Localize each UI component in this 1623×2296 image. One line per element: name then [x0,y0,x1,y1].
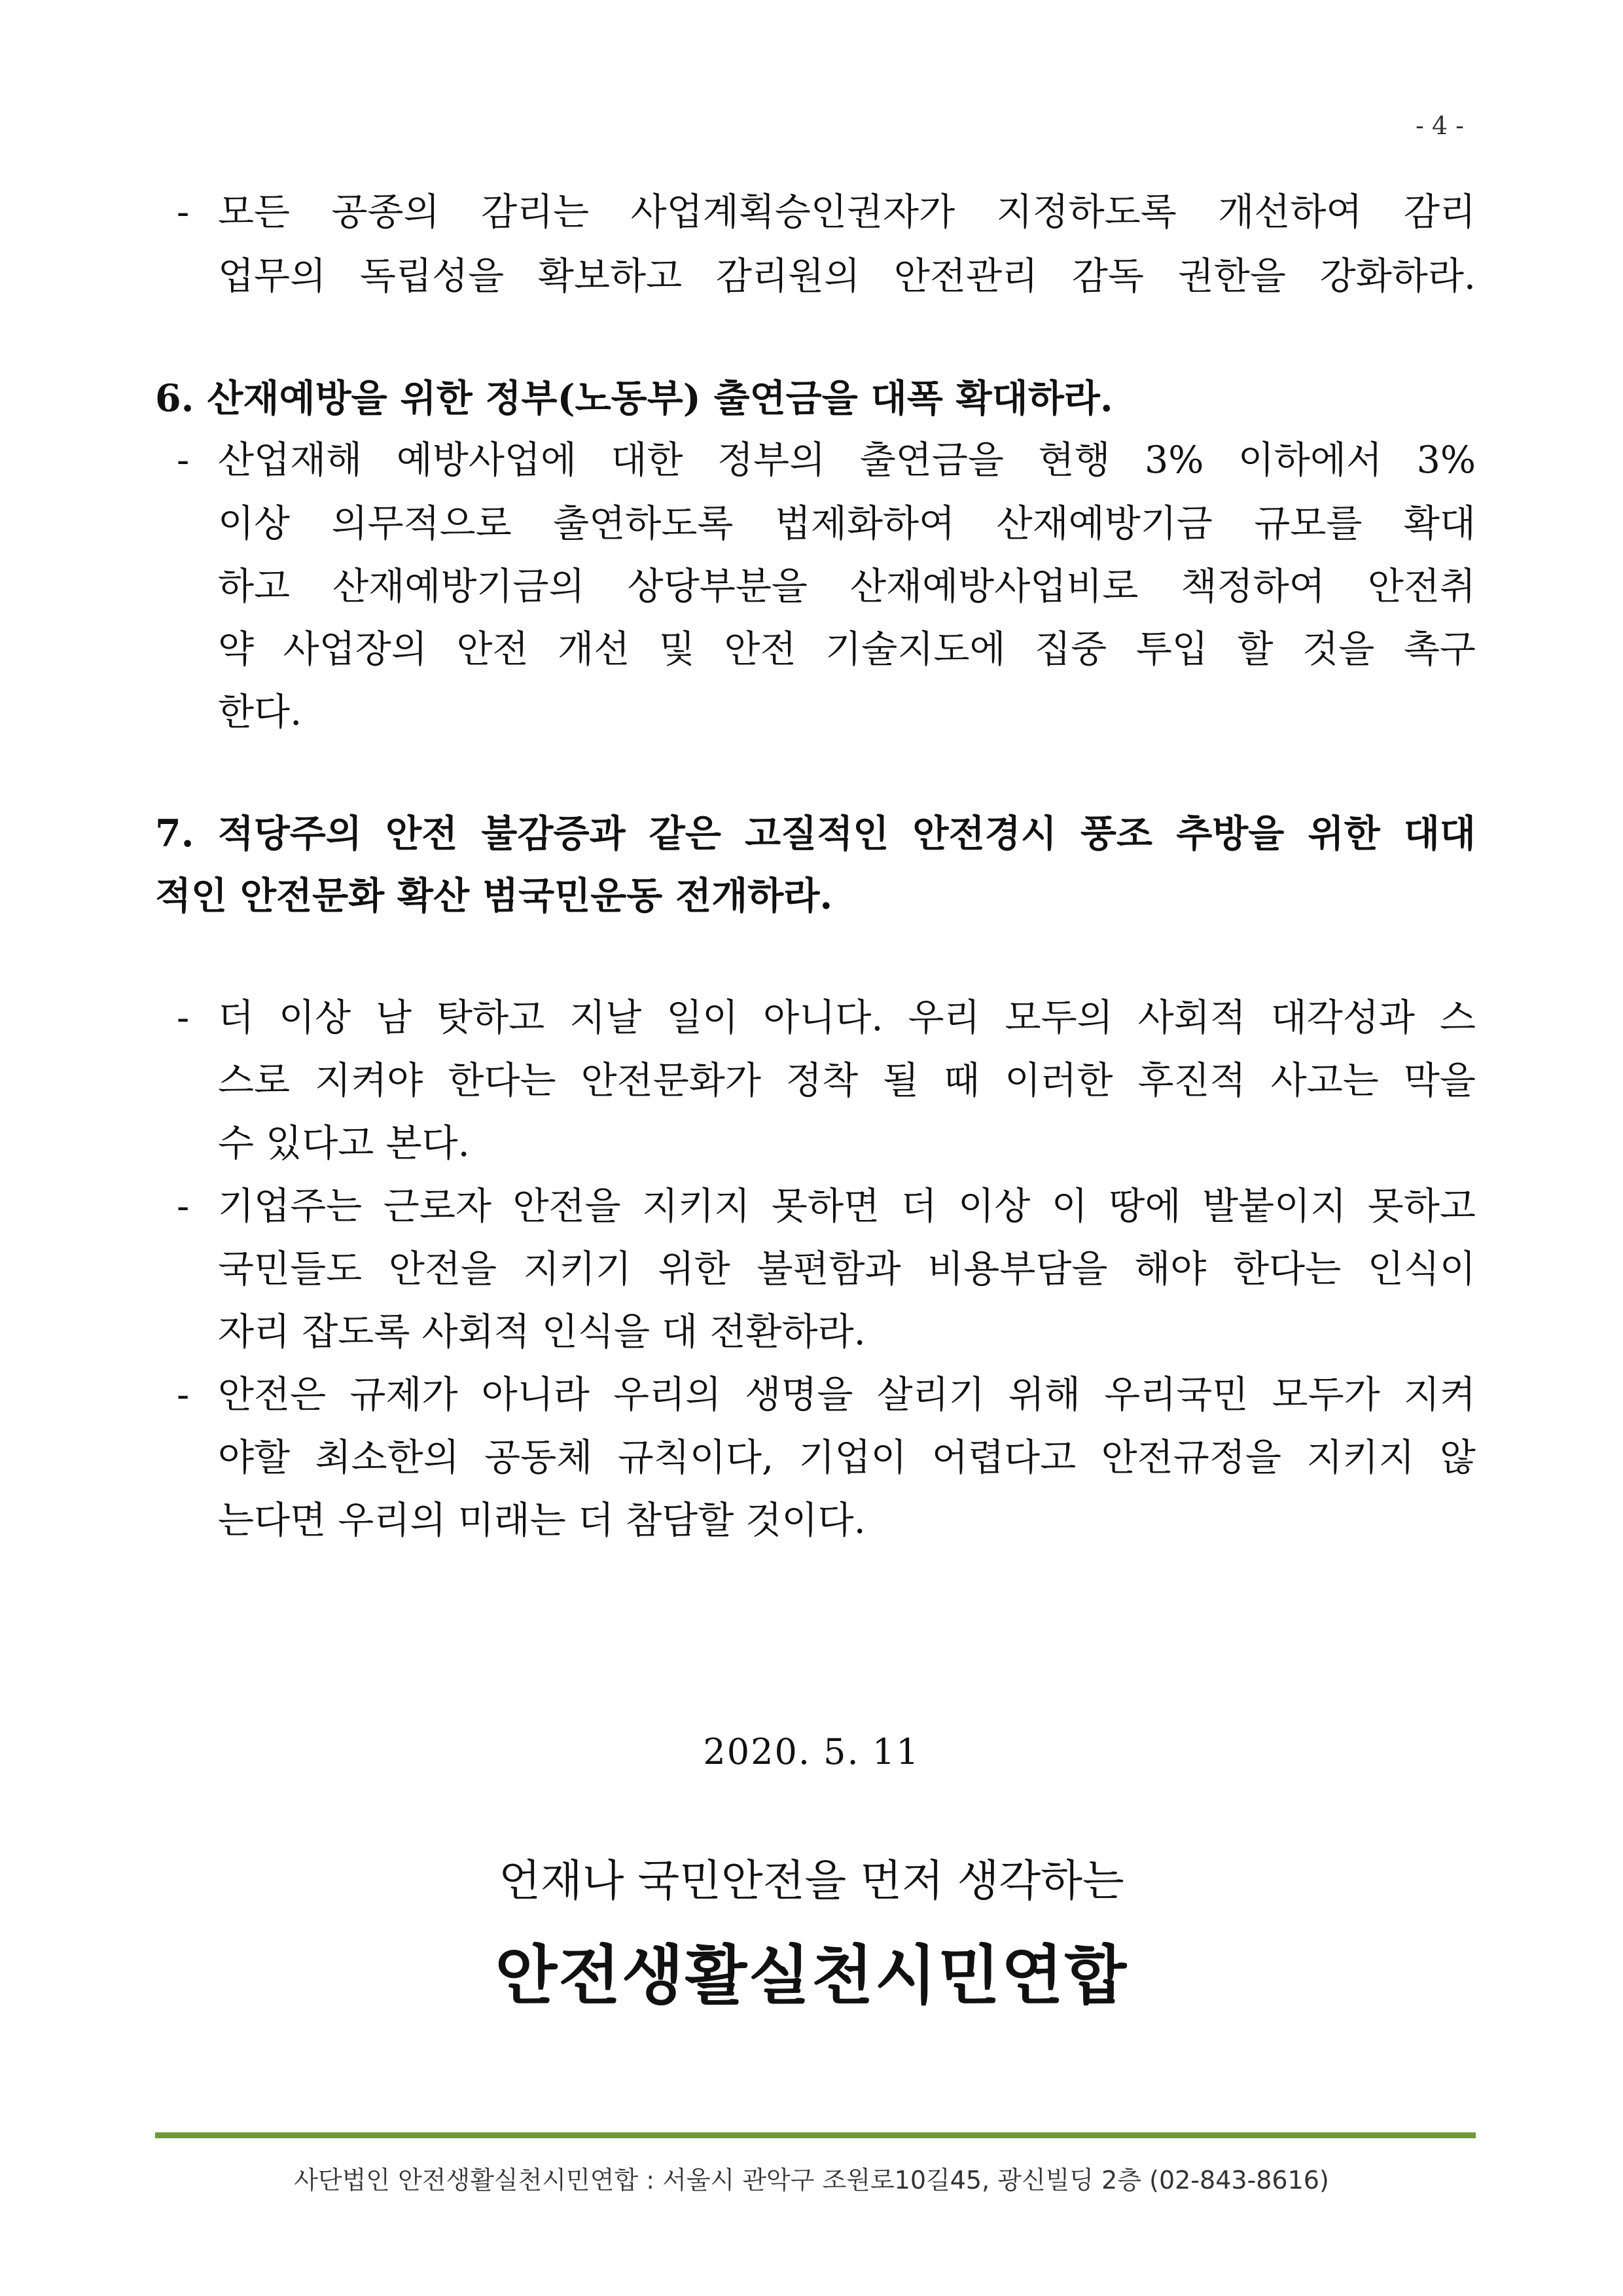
section6-line-5: 한다. [218,691,302,734]
section7-bullet3-line-1 [177,1373,1476,1416]
document-date: 2020. 5. 11 [703,1731,920,1772]
section6-line-4: 약 사업장의 안전 개선 및 안전 기술지도에 집중 투입 할 것을 촉구 [218,628,1476,671]
section7-bullet3-line-2: 야할 최소한의 공동체 규칙이다, 기업이 어렵다고 안전규정을 지키지 않 [218,1436,1476,1479]
organization-name: 안전생활실천시민연합 [495,1938,1128,2013]
section6-line-2: 이상 의무적으로 출연하도록 법제화하여 산재예방기금 규모를 확대 [218,502,1476,545]
section7-bullet1-line-3: 수 있다고 본다. [218,1122,470,1165]
bullet-dash: - [177,1373,190,1416]
bullet-dash: - [177,1185,190,1228]
section7-bullet3-line-3: 는다면 우리의 미래는 더 참담할 것이다. [218,1499,866,1542]
section7-bullet1-line-1 [177,996,1476,1039]
footer-address: 사단법인 안전생활실천시민연합 : 서울시 관악구 조원로10길45, 광신빌딩 2층 (02-843-8616) [294,2166,1329,2195]
page-number: - 4 - [1415,111,1464,140]
section6-line-3: 하고 산재예방기금의 상당부분을 산재예방사업비로 책정하여 안전취 [218,565,1476,608]
intro-line-2: 업무의 독립성을 확보하고 감리원의 안전관리 감독 권한을 강화하라. [218,255,1476,298]
section7-heading-line-2: 적인 안전문화 확산 범국민운동 전개하라. [155,874,833,918]
bullet-dash: - [177,996,190,1039]
footer-divider [155,2132,1476,2138]
bullet-dash: - [177,439,190,482]
section6-bullet-line-1 [177,439,1476,482]
section7-heading-line-1: 7. 적당주의 안전 불감증과 같은 고질적인 안전경시 풍조 추방을 위한 대대 [155,812,1476,855]
section7-bullet2-line-2: 국민들도 안전을 지키기 위한 불편함과 비용부담을 해야 한다는 인식이 [218,1247,1476,1291]
section7-bullet1-line-2: 스로 지켜야 한다는 안전문화가 정착 될 때 이러한 후진적 사고는 막을 [218,1059,1476,1102]
section7-bullet1-text-1: 더 이상 남 탓하고 지날 일이 아니다. 우리 모두의 사회적 대각성과 스 [218,996,1476,1039]
section7-bullet2-line-1 [177,1185,1476,1228]
section6-heading: 6. 산재예방을 위한 정부(노동부) 출연금을 대폭 확대하라. [155,376,1113,420]
section7-bullet3-text-1: 안전은 규제가 아니라 우리의 생명을 살리기 위해 우리국민 모두가 지켜 [218,1373,1476,1416]
bullet-dash: - [177,190,190,234]
section7-bullet2-line-3: 자리 잡도록 사회적 인식을 대 전환하라. [218,1310,866,1354]
intro-text-1: 모든 공종의 감리는 사업계획승인권자가 지정하도록 개선하여 감리 [218,190,1476,234]
intro-bullet-line-1 [177,190,1476,234]
section7-bullet2-text-1: 기업주는 근로자 안전을 지키지 못하면 더 이상 이 땅에 발붙이지 못하고 [218,1185,1476,1228]
slogan: 언재나 국민안전을 먼저 생각하는 [499,1856,1124,1906]
section6-text-1: 산업재해 예방사업에 대한 정부의 출연금을 현행 3% 이하에서 3% [218,439,1476,482]
